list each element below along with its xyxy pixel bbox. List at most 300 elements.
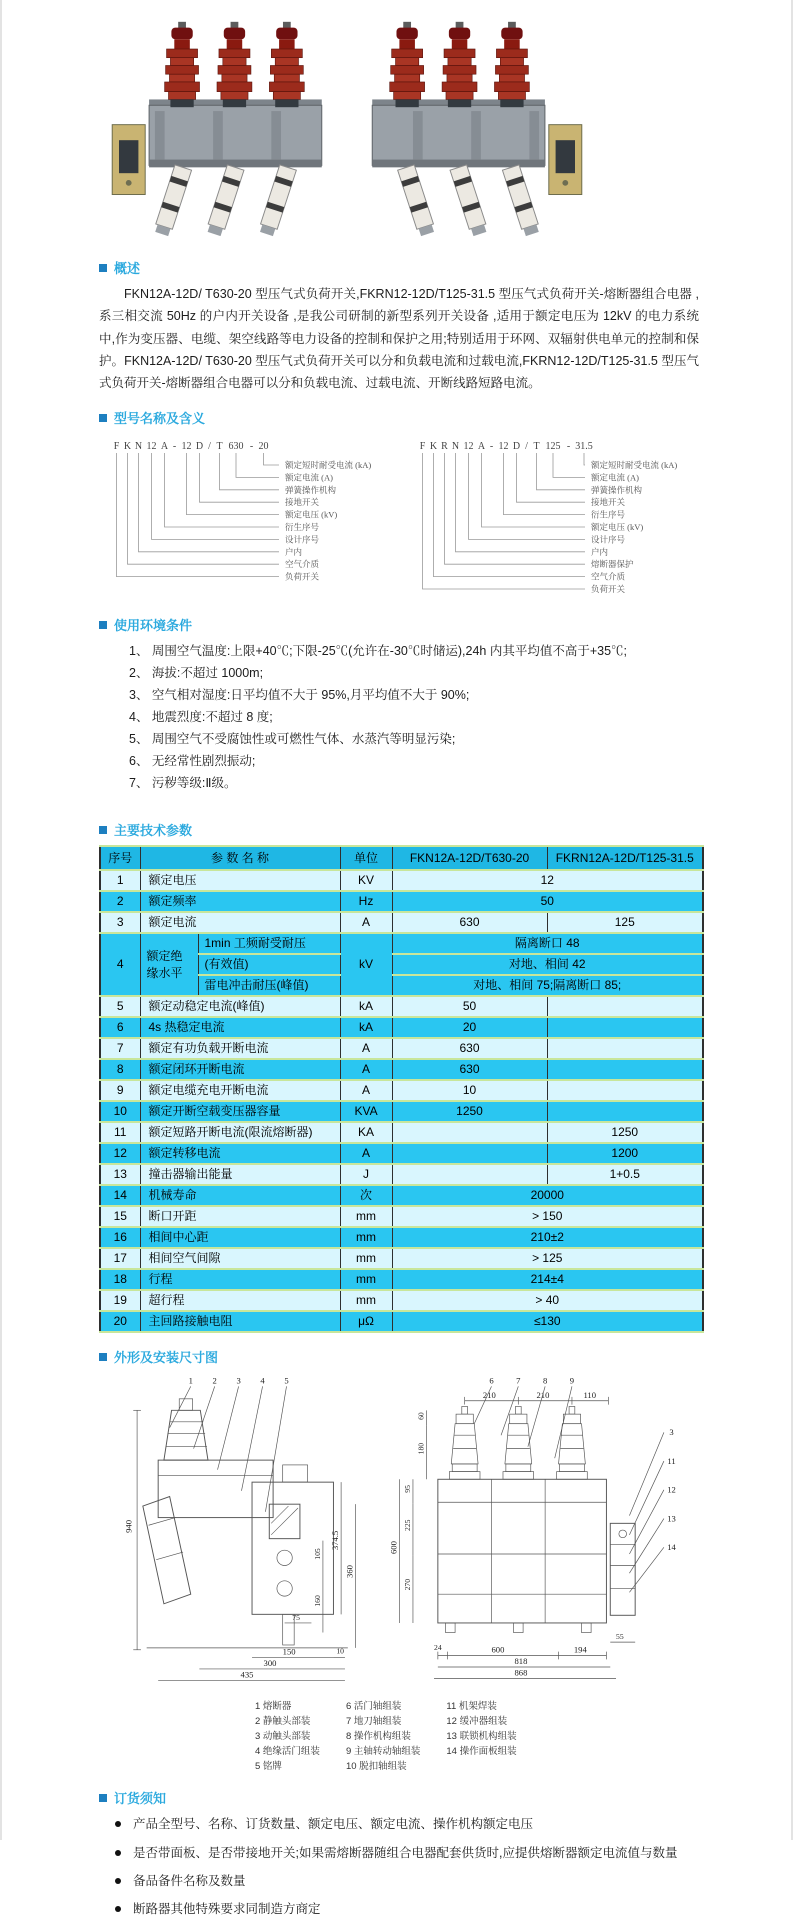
section-bullet-icon: [99, 621, 107, 629]
param-value-model2: [547, 996, 703, 1017]
param-number: 19: [100, 1290, 140, 1311]
param-value-model2: 1250: [547, 1122, 703, 1143]
col-header-index: 序号: [100, 846, 140, 870]
param-name: 额定绝缘水平: [140, 933, 198, 996]
legend-item: 11 机架焊装: [446, 1701, 497, 1713]
section-header-ordering: [99, 1788, 699, 1807]
model-meaning-label: 接地开关: [591, 497, 626, 508]
table-row: [100, 1185, 703, 1206]
dimension-label: 600: [388, 1541, 399, 1555]
param-value: 隔离断口 48: [392, 933, 703, 954]
param-subname: 1min 工频耐受耐压: [198, 933, 340, 954]
callout-number: 4: [260, 1375, 265, 1386]
model-connector-line: [504, 453, 586, 515]
parameters-table: [99, 845, 704, 1333]
section-title-dimensions: 外形及安装尺寸图: [114, 1350, 219, 1366]
param-unit: mm: [340, 1227, 392, 1248]
callout-number: 2: [212, 1375, 217, 1386]
dimension-label: 10: [336, 1646, 344, 1656]
param-name: 额定闭环开断电流: [140, 1059, 340, 1080]
model-code-token: -: [249, 441, 254, 453]
callout-leader-line: [629, 1490, 663, 1554]
dimension-label: 818: [514, 1656, 528, 1667]
section-header-environment: [99, 615, 699, 634]
environment-condition: 6、 无经常性剧烈振动;: [129, 754, 256, 769]
param-name: 额定开断空载变压器容量: [140, 1101, 340, 1122]
model-meaning-label: 负荷开关: [591, 584, 626, 595]
callout-number: 12: [667, 1484, 676, 1495]
table-row: [100, 1290, 703, 1311]
ordering-note-text: 断路器其他特殊要求同制造方商定: [133, 1902, 321, 1916]
model-code-token: A: [477, 441, 486, 453]
model-connector-line: [445, 453, 586, 564]
model-connector-line: [469, 453, 586, 539]
param-value: 50: [392, 891, 703, 912]
param-name: 额定电流: [140, 912, 340, 933]
section-bullet-icon: [99, 1353, 107, 1361]
param-value-model1: 50: [392, 996, 547, 1017]
table-row: [100, 1080, 703, 1101]
model-meaning-label: 设计序号: [591, 534, 626, 545]
section-bullet-icon: [99, 1794, 107, 1802]
section-bullet-icon: [99, 264, 107, 272]
param-name: 额定电缆充电开断电流: [140, 1080, 340, 1101]
param-number: 5: [100, 996, 140, 1017]
model-meaning-label: 额定短时耐受电流 (kA): [285, 460, 372, 471]
param-name: 额定短路开断电流(限流熔断器): [140, 1122, 340, 1143]
dimension-label: 270: [403, 1579, 413, 1591]
model-meaning-label: 熔断器保护: [591, 559, 634, 570]
model-code-token: 12: [146, 441, 157, 453]
param-value-model2: 125: [547, 912, 703, 933]
model-code-token: 630: [228, 441, 244, 453]
param-name: 4s 热稳定电流: [140, 1017, 340, 1038]
model-code-token: /: [208, 441, 211, 453]
model-code-token: R: [441, 441, 448, 453]
callout-leader-line: [629, 1519, 663, 1574]
legend-column: [255, 1699, 320, 1774]
param-number: 2: [100, 891, 140, 912]
legend-item: 14 操作面板组装: [446, 1746, 517, 1758]
param-name: 机械寿命: [140, 1185, 340, 1206]
table-row: [100, 1017, 703, 1038]
model-diagram-left: [99, 433, 399, 591]
dimension-label: 210: [536, 1390, 550, 1401]
callout-number: 3: [669, 1427, 674, 1438]
model-diagram-right: [405, 433, 708, 601]
callout-leader-line: [170, 1387, 191, 1428]
section-dimensions: [99, 1347, 699, 1774]
model-meaning-label: 设计序号: [285, 534, 320, 545]
param-subname: (有效值): [198, 954, 340, 975]
param-number: 1: [100, 870, 140, 891]
legend-item: 7 地刀轴组装: [345, 1716, 402, 1728]
section-title-overview: 概述: [114, 261, 141, 276]
model-connector-line: [152, 453, 280, 539]
model-code-token: 20: [258, 441, 269, 453]
col-header-unit: 单位: [340, 846, 392, 870]
param-number: 16: [100, 1227, 140, 1248]
model-code-token: T: [533, 441, 540, 453]
model-code-token: 12: [498, 441, 509, 453]
param-number: 9: [100, 1080, 140, 1101]
table-row: [100, 933, 703, 954]
model-code-token: D: [195, 441, 204, 453]
model-connector-line: [537, 453, 586, 490]
section-title-environment: 使用环境条件: [114, 618, 193, 634]
bullet-icon: [115, 1821, 121, 1827]
model-code-token: A: [160, 441, 169, 453]
dimension-label: 210: [482, 1390, 496, 1401]
param-number: 11: [100, 1122, 140, 1143]
param-number: 6: [100, 1017, 140, 1038]
table-row: [100, 1059, 703, 1080]
model-meaning-label: 弹簧操作机构: [591, 485, 643, 496]
section-title-parameters: 主要技术参数: [114, 823, 193, 839]
param-unit: A: [340, 1080, 392, 1101]
dimension-label: 180: [416, 1443, 426, 1455]
environment-condition: 2、 海拔:不超过 1000m;: [129, 666, 264, 681]
table-row: [100, 912, 703, 933]
param-unit: A: [340, 912, 392, 933]
callout-number: 13: [667, 1513, 676, 1524]
model-code-token: /: [525, 441, 528, 453]
bullet-icon: [115, 1906, 121, 1912]
model-connector-line: [128, 453, 280, 564]
param-value: 214±4: [392, 1269, 703, 1290]
param-unit: μΩ: [340, 1311, 392, 1332]
param-value-model1: 630: [392, 1059, 547, 1080]
model-connector-line: [187, 453, 280, 515]
param-unit: A: [340, 1059, 392, 1080]
bullet-icon: [115, 1850, 121, 1856]
section-header-model: [99, 408, 699, 427]
param-number: 20: [100, 1311, 140, 1332]
model-code-token: F: [419, 441, 426, 453]
param-name: 主回路接触电阻: [140, 1311, 340, 1332]
model-meaning-label: 空气介质: [285, 559, 320, 570]
environment-condition: 1、 周围空气温度:上限+40℃;下限-25℃(允许在-30℃时储运),24h 内其平均值不高于+35℃;: [129, 644, 628, 659]
table-header-row: [100, 846, 703, 870]
model-code-token: 31.5: [575, 441, 593, 453]
ordering-note-text: 产品全型号、名称、订货数量、额定电压、额定电流、操作机构额定电压: [133, 1817, 534, 1832]
param-value: > 125: [392, 1248, 703, 1269]
table-row: [100, 891, 703, 912]
param-unit: A: [340, 1038, 392, 1059]
dimension-label: 160: [313, 1595, 323, 1607]
model-code-token: -: [172, 441, 177, 453]
section-title-model: 型号名称及含义: [114, 411, 206, 427]
param-number: 17: [100, 1248, 140, 1269]
table-row: [100, 870, 703, 891]
callout-leader-line: [629, 1461, 663, 1535]
param-value: ≤130: [392, 1311, 703, 1332]
table-row: [100, 1164, 703, 1185]
dimension-label: 435: [240, 1669, 254, 1680]
section-overview: [99, 258, 699, 394]
table-row: [100, 1101, 703, 1122]
model-code-token: -: [566, 441, 571, 453]
param-unit: Hz: [340, 891, 392, 912]
section-header-dimensions: [99, 1347, 699, 1366]
section-bullet-icon: [99, 826, 107, 834]
model-meaning-label: 负荷开关: [285, 571, 320, 582]
dimension-label: 60: [416, 1412, 426, 1421]
model-meaning-label: 额定电压 (kV): [285, 509, 338, 520]
table-row: [100, 996, 703, 1017]
param-value-model2: [547, 1059, 703, 1080]
param-number: 10: [100, 1101, 140, 1122]
ordering-note: [99, 1871, 699, 1892]
param-name: 额定电压: [140, 870, 340, 891]
param-value: > 40: [392, 1290, 703, 1311]
callout-number: 5: [284, 1375, 289, 1386]
table-row: [100, 1038, 703, 1059]
param-value-model1: [392, 1122, 547, 1143]
param-number: 15: [100, 1206, 140, 1227]
callout-number: 3: [236, 1375, 241, 1386]
dimension-label: 110: [583, 1390, 597, 1401]
callout-number: 9: [569, 1375, 575, 1386]
param-value-model1: 10: [392, 1080, 547, 1101]
param-value: 对地、相间 42: [392, 954, 703, 975]
callout-number: 14: [667, 1542, 676, 1553]
model-connector-line: [584, 453, 585, 465]
dimension-label: 24: [434, 1643, 442, 1653]
section-ordering: [99, 1788, 699, 1920]
param-name: 额定动稳定电流(峰值): [140, 996, 340, 1017]
param-number: 14: [100, 1185, 140, 1206]
model-code-token: T: [216, 441, 223, 453]
param-value-model1: 630: [392, 1038, 547, 1059]
ordering-note: [99, 1843, 699, 1864]
model-code-token: 12: [463, 441, 474, 453]
product-photo-pair: [97, 16, 597, 244]
param-unit: kV: [340, 933, 392, 996]
bullet-icon: [115, 1878, 121, 1884]
section-title-ordering: 订货须知: [114, 1791, 167, 1807]
drawing-right-view: [389, 1390, 636, 1679]
legend-item: 12 缓冲器组装: [446, 1716, 508, 1728]
dimension-label: 150: [282, 1646, 296, 1657]
drawing-left-view: [123, 1399, 355, 1681]
dimension-label: 360: [344, 1565, 355, 1579]
param-name: 额定频率: [140, 891, 340, 912]
section-parameters: [99, 820, 699, 1333]
param-unit: kA: [340, 1017, 392, 1038]
ordering-note: [99, 1814, 699, 1835]
param-value: > 150: [392, 1206, 703, 1227]
section-bullet-icon: [99, 414, 107, 422]
callout-number: 8: [542, 1375, 548, 1386]
callout-leader-line: [555, 1387, 572, 1459]
param-name: 超行程: [140, 1290, 340, 1311]
table-row: [100, 1269, 703, 1290]
model-code-token: -: [489, 441, 494, 453]
model-meaning-label: 户内: [285, 547, 303, 558]
param-unit: KVA: [340, 1101, 392, 1122]
product-photo-left: [112, 22, 322, 237]
model-code-token: 12: [181, 441, 192, 453]
environment-condition: 3、 空气相对湿度:日平均值不大于 95%,月平均值不大于 90%;: [129, 688, 470, 703]
section-header-overview: [99, 258, 699, 277]
col-header-model2: FKRN12A-12D/T125-31.5: [547, 846, 703, 870]
param-unit: mm: [340, 1248, 392, 1269]
param-number: 3: [100, 912, 140, 933]
param-number: 8: [100, 1059, 140, 1080]
dimension-label: 300: [263, 1658, 277, 1669]
model-code-token: K: [123, 441, 132, 453]
model-meaning-label: 衍生序号: [285, 522, 320, 533]
model-code-token: K: [429, 441, 438, 453]
legend-item: 13 联锁机构组装: [446, 1731, 517, 1743]
model-meaning-label: 额定电流 (A): [285, 472, 333, 483]
param-value-model2: [547, 1101, 703, 1122]
dimension-label: 105: [313, 1548, 323, 1560]
param-value-model2: 1200: [547, 1143, 703, 1164]
callout-leader-line: [218, 1387, 239, 1470]
param-unit: mm: [340, 1206, 392, 1227]
model-meaning-label: 额定短时耐受电流 (kA): [591, 460, 678, 471]
param-unit: J: [340, 1164, 392, 1185]
model-connector-line: [264, 453, 280, 465]
environment-condition: 4、 地震烈度:不超过 8 度;: [129, 710, 273, 725]
legend-item: 4 绝缘活门组装: [255, 1746, 320, 1758]
param-value-model1: [392, 1164, 547, 1185]
dimension-label: 55: [616, 1632, 624, 1642]
callout-leader-line: [265, 1387, 286, 1512]
param-unit: mm: [340, 1290, 392, 1311]
param-value: 12: [392, 870, 703, 891]
legend-column: [446, 1699, 516, 1774]
col-header-model1: FKN12A-12D/T630-20: [392, 846, 547, 870]
legend-item: 1 熔断器: [255, 1701, 292, 1713]
dimension-label: 194: [573, 1644, 587, 1655]
model-code-token: 125: [545, 441, 561, 453]
dimension-label: 940: [123, 1520, 134, 1534]
table-row: [100, 1206, 703, 1227]
callout-number: 7: [516, 1375, 521, 1386]
ordering-notes-list: [99, 1814, 699, 1920]
product-photos: [47, 16, 647, 244]
param-unit: mm: [340, 1269, 392, 1290]
model-code-token: D: [512, 441, 521, 453]
param-name: 额定转移电流: [140, 1143, 340, 1164]
table-row: [100, 1311, 703, 1332]
ordering-note-text: 是否带面板、是否带接地开关;如果需熔断器随组合电器配套供货时,应提供熔断器额定电流值与数量: [133, 1845, 678, 1860]
outline-drawing: [99, 1372, 702, 1690]
dimension-label: 868: [514, 1667, 528, 1678]
model-meaning-label: 接地开关: [285, 497, 320, 508]
model-meaning-label: 户内: [591, 547, 609, 558]
param-unit: 次: [340, 1185, 392, 1206]
environment-condition: 7、 污秽等级:Ⅱ级。: [129, 776, 237, 791]
overview-paragraph: FKN12A-12D/ T630-20 型压气式负荷开关,FKRN12-12D/T125-31.5 型压气式负荷开关-熔断器组合电器 ,系三相交流 50Hz 的户内开关设备 ,是我公司研制的新型系列开关设备 ,适用于额定电压为 12kV 的电力系统中,作为变压器、电缆、架空线路等电力设备的控制和保护之用;特别适用于环网、双辐射供电单元的控制和保护。FKN12A-12D/ T630-20 型压气式负荷开关可以分和负载电流和过载电流,FKRN12-12D/T125-31.5 型压气式负荷开关-熔断器组合电器可以分和负载电流、过载电流、开断线路短路电流。: [99, 287, 699, 390]
param-value-model2: 1+0.5: [547, 1164, 703, 1185]
callout-leader-line: [194, 1387, 215, 1449]
model-meaning-label: 空气介质: [591, 571, 626, 582]
param-name: 额定有功负载开断电流: [140, 1038, 340, 1059]
dimension-label: 600: [491, 1644, 505, 1655]
ordering-note: [99, 1899, 699, 1920]
param-unit: A: [340, 1143, 392, 1164]
param-number: 12: [100, 1143, 140, 1164]
model-meaning-label: 额定电压 (kV): [591, 522, 644, 533]
dimension-label: 95: [403, 1485, 413, 1493]
model-code-token: F: [113, 441, 120, 453]
param-value-model1: 1250: [392, 1101, 547, 1122]
legend-item: 5 铭牌: [255, 1761, 282, 1773]
callout-leader-line: [629, 1548, 663, 1593]
dimension-label: 75: [292, 1613, 300, 1623]
param-unit: KA: [340, 1122, 392, 1143]
param-unit: kA: [340, 996, 392, 1017]
model-diagrams: [99, 433, 699, 601]
param-value: 对地、相间 75;隔离断口 85;: [392, 975, 703, 996]
legend-item: 8 操作机构组装: [345, 1731, 411, 1743]
param-name: 相间空气间隙: [140, 1248, 340, 1269]
legend-item: 9 主轴转动轴组装: [345, 1746, 421, 1758]
model-code-token: N: [451, 441, 460, 453]
param-value: 210±2: [392, 1227, 703, 1248]
col-header-name: 参 数 名 称: [140, 846, 340, 870]
environment-conditions-list: [129, 640, 699, 794]
legend-item: 2 静触头部装: [255, 1716, 311, 1728]
callout-number: 1: [188, 1375, 193, 1386]
param-number: 7: [100, 1038, 140, 1059]
param-number: 4: [100, 933, 140, 996]
legend-item: 6 活门轴组装: [345, 1701, 402, 1713]
param-value-model1: 630: [392, 912, 547, 933]
ordering-note-text: 备品备件名称及数量: [133, 1873, 246, 1888]
param-value-model2: [547, 1017, 703, 1038]
table-row: [100, 1143, 703, 1164]
param-number: 13: [100, 1164, 140, 1185]
param-name: 断口开距: [140, 1206, 340, 1227]
dimension-label: 374.5: [330, 1531, 341, 1551]
param-value-model1: 20: [392, 1017, 547, 1038]
param-value-model2: [547, 1080, 703, 1101]
legend-item: 3 动触头部装: [255, 1731, 311, 1743]
model-connector-line: [220, 453, 280, 490]
table-row: [100, 1248, 703, 1269]
callout-number: 6: [489, 1375, 494, 1386]
model-meaning-label: 衍生序号: [591, 509, 626, 520]
legend-column: [346, 1699, 420, 1774]
dimension-label: 225: [403, 1519, 413, 1532]
param-name: 相间中心距: [140, 1227, 340, 1248]
model-code-token: N: [134, 441, 143, 453]
param-value-model1: [392, 1143, 547, 1164]
callout-number: 11: [667, 1456, 676, 1467]
environment-condition: 5、 周围空气不受腐蚀性或可燃性气体、水蒸汽等明显污染;: [129, 732, 456, 747]
param-name: 行程: [140, 1269, 340, 1290]
section-environment: [99, 615, 699, 794]
parts-legend: [255, 1699, 699, 1774]
model-meaning-label: 弹簧操作机构: [285, 485, 337, 496]
legend-item: 10 脱扣轴组装: [345, 1761, 407, 1773]
callout-leader-line: [629, 1433, 663, 1516]
param-value: 20000: [392, 1185, 703, 1206]
param-subname: 雷电冲击耐压(峰值): [198, 975, 340, 996]
model-connector-line: [553, 453, 585, 477]
model-meaning-label: 额定电流 (A): [591, 472, 639, 483]
param-value-model2: [547, 1038, 703, 1059]
param-unit: KV: [340, 870, 392, 891]
table-row: [100, 1227, 703, 1248]
product-photo-right: [372, 22, 582, 237]
section-header-parameters: [99, 820, 699, 839]
